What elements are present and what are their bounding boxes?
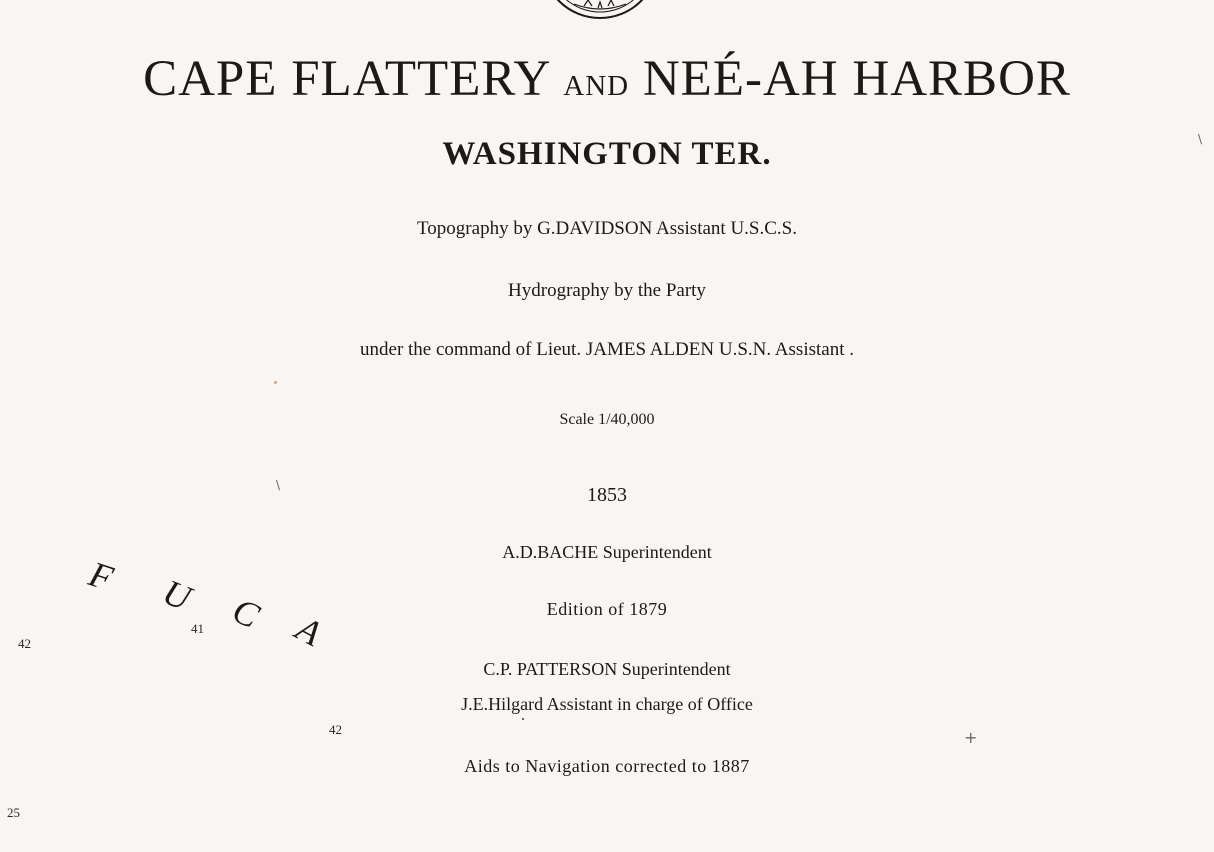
topography-credit: Topography by G.DAVIDSON Assistant U.S.C.S. — [417, 218, 797, 239]
coast-survey-seal — [538, 0, 662, 20]
sounding-depth: 42 — [18, 636, 31, 651]
superintendent-patterson: C.P. PATTERSON Superintendent — [483, 659, 731, 679]
paper-speck — [522, 718, 524, 720]
edition-label: Edition of 1879 — [546, 599, 668, 619]
title-part-2: NEÉ-AH HARBOR — [642, 51, 1071, 107]
superintendent-bache: A.D.BACHE Superintendent — [502, 542, 712, 562]
strait-label-letter-a: A — [289, 608, 329, 654]
position-cross-mark: + — [964, 728, 978, 747]
command-credit: under the command of Lieut. JAMES ALDEN U.S.N. Assistant . — [360, 339, 854, 360]
chart-title — [0, 50, 1214, 108]
aids-to-navigation: Aids to Navigation corrected to 1887 — [464, 756, 750, 776]
paper-speck — [274, 381, 277, 384]
strait-label-letter-f: F — [84, 553, 118, 599]
scale-label: Scale 1/40,000 — [559, 411, 655, 428]
tick-mark: \ — [276, 478, 281, 492]
title-part-1: CAPE FLATTERY — [143, 51, 550, 107]
strait-label-letter-c: C — [226, 589, 266, 637]
hydrography-credit: Hydrography by the Party — [508, 280, 706, 301]
assistant-hilgard: J.E.Hilgard Assistant in charge of Office — [461, 694, 753, 714]
sounding-depth: 41 — [191, 621, 204, 636]
title-connector: AND — [563, 70, 630, 102]
tick-mark: \ — [1198, 132, 1203, 146]
survey-year: 1853 — [587, 484, 627, 506]
sounding-depth: 25 — [7, 805, 20, 820]
chart-subtitle: WASHINGTON TER. — [442, 136, 772, 172]
strait-label-letter-u: U — [157, 571, 197, 619]
sounding-depth: 42 — [329, 722, 342, 737]
